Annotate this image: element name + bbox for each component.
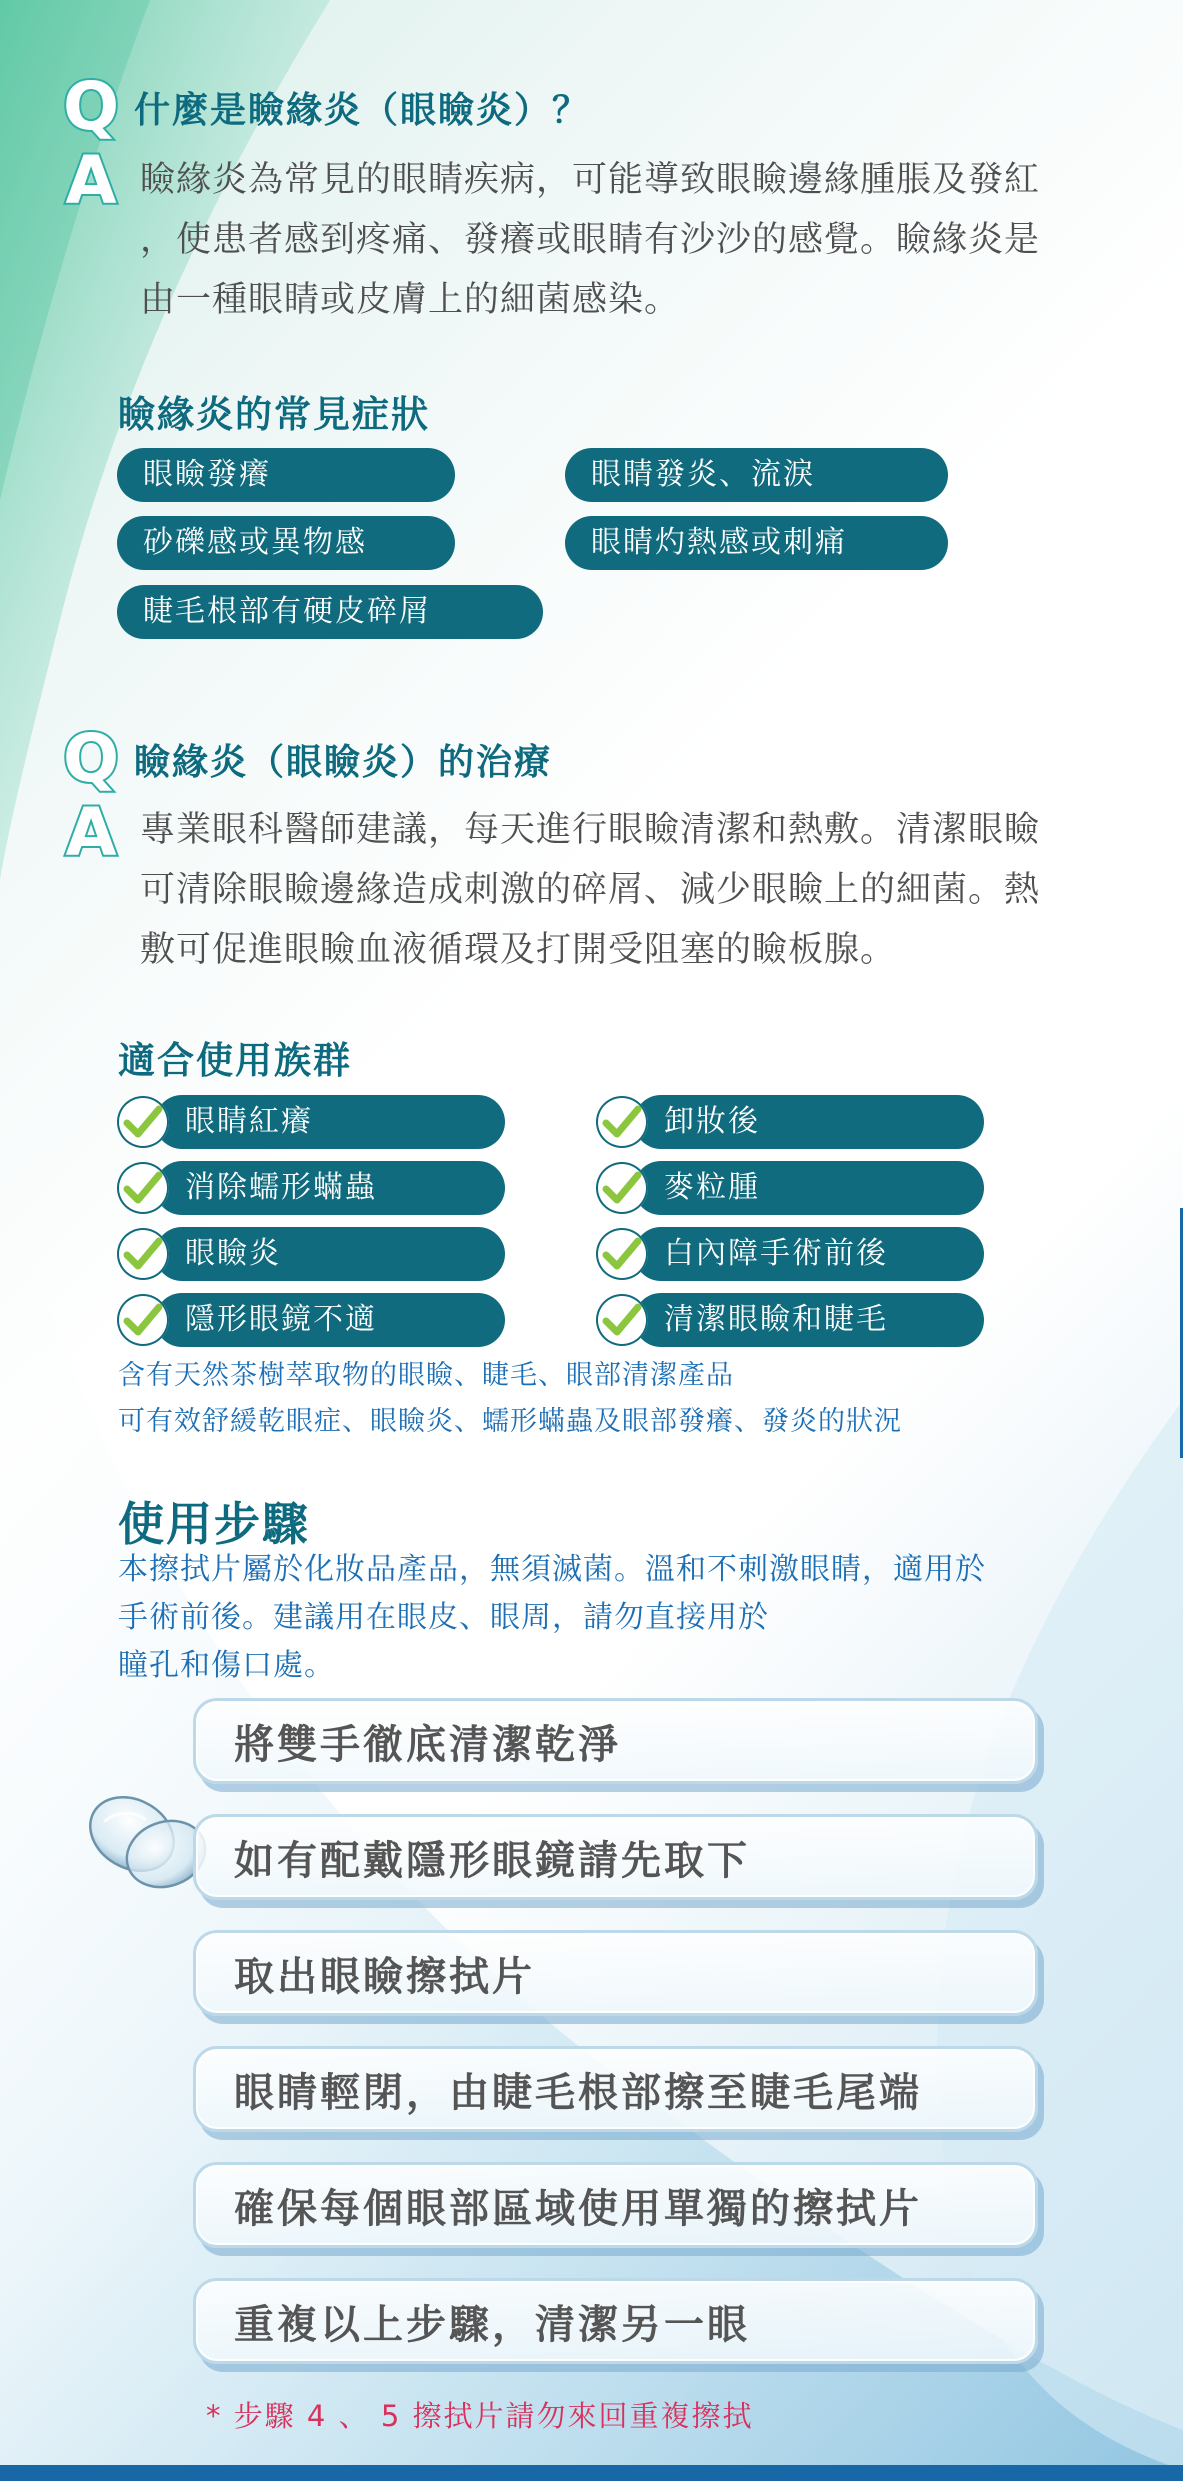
check-icon <box>596 1162 648 1214</box>
symptom-pill: 眼睛發炎、流淚 <box>565 448 948 502</box>
a-letter-icon: A <box>65 794 117 871</box>
target-item: 麥粒腫 <box>596 1161 984 1215</box>
symptom-pill: 眼睛灼熱感或刺痛 <box>565 516 948 570</box>
product-note: 含有天然茶樹萃取物的眼瞼、睫毛、眼部清潔產品 可有效舒緩乾眼症、眼瞼炎、蠕形蟎蟲及眼部發癢、發炎的狀況 <box>118 1360 902 1437</box>
question-title: 瞼緣炎（眼瞼炎）的治療 <box>134 741 553 783</box>
answer-text: 瞼緣炎為常見的眼睛疾病，可能導致眼瞼邊緣腫脹及發紅 ，使患者感到疼痛、發癢或眼睛有沙沙的感覺。瞼緣炎是 由一種眼睛或皮膚上的細菌感染。 <box>140 160 1041 320</box>
a-letter-icon: A <box>65 142 117 219</box>
question-title: 什麼是瞼緣炎（眼瞼炎）？ <box>134 89 591 131</box>
step-5: 確保每個眼部區域使用單獨的擦拭片 <box>193 2162 1038 2248</box>
target-item: 卸妝後 <box>596 1095 984 1149</box>
symptom-pill: 睫毛根部有硬皮碎屑 <box>117 585 543 639</box>
check-icon <box>596 1294 648 1346</box>
step-4: 眼睛輕閉，由睫毛根部擦至睫毛尾端 <box>193 2046 1038 2132</box>
target-groups-title: 適合使用族群 <box>118 1039 352 1082</box>
symptom-pill: 眼瞼發癢 <box>117 448 455 502</box>
symptoms-title: 瞼緣炎的常見症狀 <box>118 393 430 436</box>
step-1: 將雙手徹底清潔乾淨 <box>193 1698 1038 1784</box>
target-item: 隱形眼鏡不適 <box>117 1293 505 1347</box>
check-icon <box>117 1096 169 1148</box>
bottom-bar <box>0 2465 1183 2481</box>
target-item: 消除蠕形蟎蟲 <box>117 1161 505 1215</box>
step-6: 重複以上步驟，清潔另一眼 <box>193 2278 1038 2364</box>
usage-title: 使用步驟 <box>118 1497 310 1551</box>
check-icon <box>117 1294 169 1346</box>
step-2: 如有配戴隱形眼鏡請先取下 <box>193 1814 1038 1900</box>
target-item: 眼瞼炎 <box>117 1227 505 1281</box>
check-icon <box>117 1162 169 1214</box>
usage-description: 本擦拭片屬於化妝品產品，無須滅菌。溫和不刺激眼睛，適用於 手術前後。建議用在眼皮、眼周，請勿直接用於 瞳孔和傷口處。 <box>118 1552 986 1683</box>
check-icon <box>596 1096 648 1148</box>
target-item: 眼睛紅癢 <box>117 1095 505 1149</box>
q-letter-icon: Q <box>62 68 120 145</box>
symptom-pill: 砂礫感或異物感 <box>117 516 455 570</box>
usage-footnote: * 步驟 4 、 5 擦拭片請勿來回重複擦拭 <box>206 2399 754 2433</box>
target-item: 白內障手術前後 <box>596 1227 984 1281</box>
target-item: 清潔眼瞼和睫毛 <box>596 1293 984 1347</box>
step-3: 取出眼瞼擦拭片 <box>193 1930 1038 2016</box>
q-letter-icon: Q <box>62 720 120 797</box>
answer-text: 專業眼科醫師建議，每天進行眼瞼清潔和熱敷。清潔眼瞼 可清除眼瞼邊緣造成刺激的碎屑、減少眼瞼上的細菌。熱 敷可促進眼瞼血液循環及打開受阻塞的瞼板腺。 <box>140 810 1041 970</box>
check-icon <box>596 1228 648 1280</box>
check-icon <box>117 1228 169 1280</box>
